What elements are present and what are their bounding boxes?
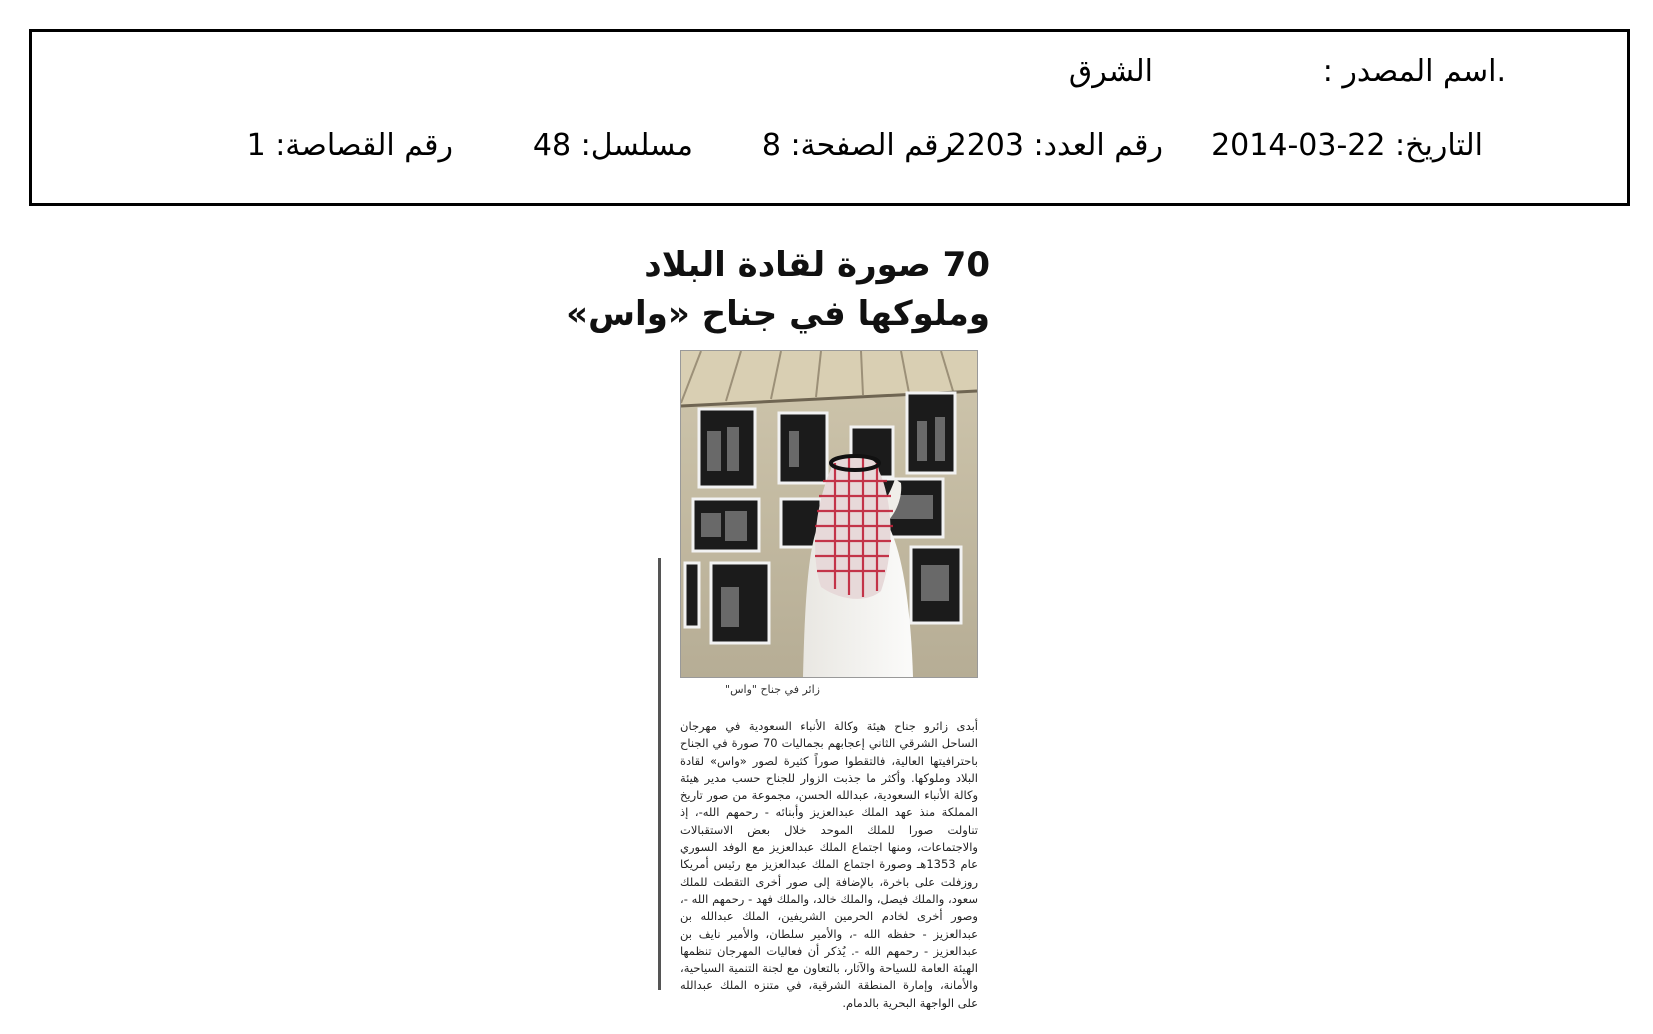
headline-line-1: 70 صورة لقادة البلاد [644, 245, 990, 285]
serial-field: مسلسل: 48 [532, 128, 693, 163]
issue-number-field: رقم العدد: 2203 [947, 128, 1163, 163]
newspaper-clipping [566, 240, 990, 1010]
headline-line-2: وملوكها في جناح «واس» [566, 294, 990, 334]
date-field: التاريخ: 22-03-2014 [1211, 128, 1483, 163]
clip-number-field: رقم القصاصة: 1 [246, 128, 453, 163]
source-value: الشرق [1068, 54, 1153, 89]
page-number-field: رقم الصفحة: 8 [761, 128, 953, 163]
photo-caption: زائر في جناح "واس" [725, 683, 820, 696]
exhibition-photo-illustration [681, 351, 977, 677]
article-photo [680, 350, 978, 678]
source-label: .اسم المصدر : [1322, 54, 1506, 89]
article-body: أبدى زائرو جناح هيئة وكالة الأنباء السعودية في مهرجان الساحل الشرقي الثاني إعجابهم بجماليات 70 صورة في الجناح باحترافيتها العالية، فالتقطوا صوراً كثيرة لصور «واس» لقادة البلاد وملوكها. وأكثر ما جذبت الزوار للجناح حسب مدير هيئة وكالة الأنباء السعودية، عبدالله الحسن، مجموعة من صور تاريخ المملكة منذ عهد الملك عبدالعزيز وأبنائه - رحمهم الله-، إذ تناولت صورا للملك الموحد خلال بعض الاستقبالات والاجتماعات، ومنها اجتماع الملك عبدالعزيز مع الوفد السوري عام 1353هـ وصورة اجتماع الملك عبدالعزيز مع رئيس أمريكا روزفلت على باخرة، بالإضافة إلى صور أخرى التقطت للملك سعود، والملك فيصل، والملك خالد، والملك فهد - رحمهم الله -، وصور أخرى لخادم الحرمين الشريفين، الملك عبدالله بن عبدالعزيز - حفظه الله -، والأمير سلطان، والأمير نايف بن عبدالعزيز - رحمهم الله -. يُذكر أن فعاليات المهرجان تنظمها الهيئة العامة للسياحة والآثار، بالتعاون مع لجنة التنمية السياحية، والأمانة، وإمارة المنطقة الشرقية، في متنزه الملك عبدالله على الواجهة البحرية بالدمام. [680, 719, 978, 1010]
